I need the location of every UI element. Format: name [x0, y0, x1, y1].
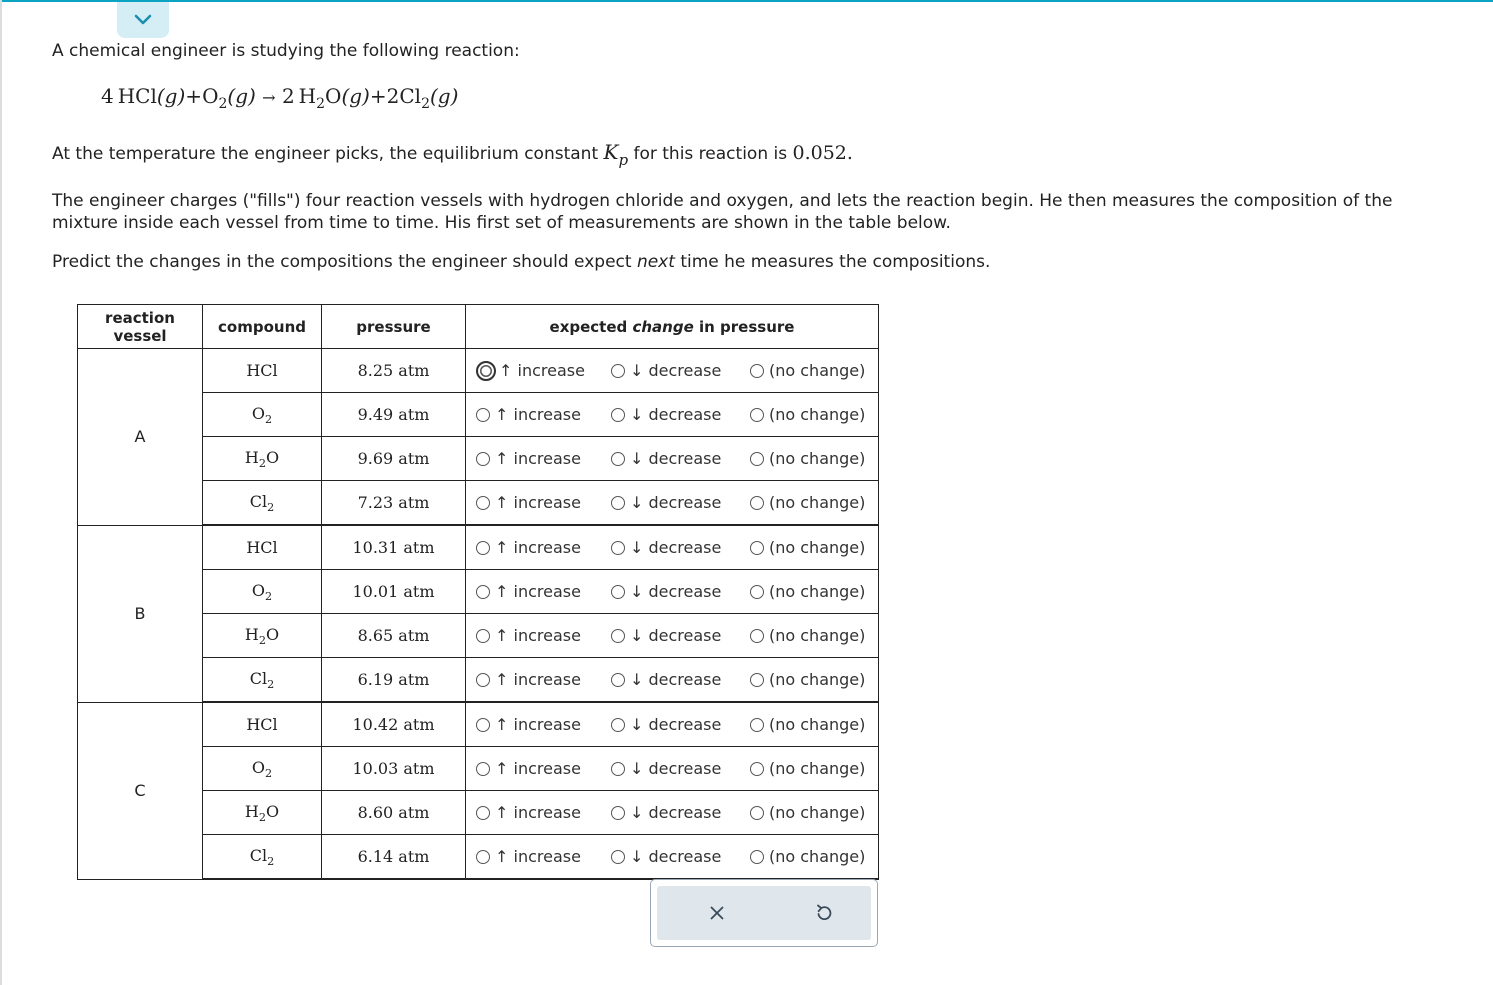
radio-button[interactable]	[611, 585, 625, 599]
radio-label: ↑ increase	[495, 582, 581, 601]
intro-text: A chemical engineer is studying the following reaction:	[52, 41, 520, 61]
radio-label: ↑ increase	[495, 759, 581, 778]
radio-option-increase[interactable]	[476, 703, 581, 747]
radio-button[interactable]	[750, 541, 764, 555]
radio-button[interactable]	[611, 850, 625, 864]
radio-button[interactable]	[476, 629, 490, 643]
undo-icon	[814, 903, 834, 923]
radio-option-decrease[interactable]	[611, 703, 721, 747]
radio-option-nochange[interactable]	[750, 614, 865, 658]
radio-label: ↓ decrease	[630, 715, 722, 734]
radio-button[interactable]	[476, 408, 490, 422]
charge-description: The engineer charges ("fills") four reaction vessels with hydrogen chloride and oxygen, and lets the reaction begin. He then measures the composition of the mixture inside each vessel from time to time. His first set of measurements are shown in the table below.	[52, 191, 1393, 233]
radio-button[interactable]	[476, 806, 490, 820]
radio-label: ↓ decrease	[630, 449, 722, 468]
pressure-value: 8.25 atm	[322, 349, 466, 393]
radio-label: (no change)	[769, 405, 866, 424]
compound-formula: $Cl_2$	[203, 835, 322, 880]
pressure-value: 7.23 atm	[322, 481, 466, 526]
change-options	[466, 525, 879, 570]
action-bar	[657, 886, 871, 940]
collapse-tab[interactable]	[117, 2, 169, 38]
vessel-label: A	[78, 349, 203, 526]
radio-label: ↓ decrease	[630, 759, 722, 778]
radio-label: ↓ decrease	[630, 582, 722, 601]
radio-option-nochange[interactable]	[750, 570, 865, 614]
top-accent-line	[0, 0, 1493, 2]
radio-button[interactable]	[611, 496, 625, 510]
radio-button[interactable]	[750, 408, 764, 422]
radio-option-nochange[interactable]	[750, 526, 865, 570]
radio-label: ↓ decrease	[630, 803, 722, 822]
radio-button[interactable]	[611, 629, 625, 643]
pressure-value: 6.14 atm	[322, 835, 466, 880]
close-icon	[709, 905, 725, 921]
radio-label: ↑ increase	[495, 538, 581, 557]
reaction-arrow: →	[262, 88, 276, 107]
change-options	[466, 702, 879, 747]
pressure-value: 9.69 atm	[322, 437, 466, 481]
radio-option-nochange[interactable]	[750, 835, 865, 879]
radio-button[interactable]	[611, 452, 625, 466]
table-header-row	[78, 305, 879, 349]
radio-button[interactable]	[476, 762, 490, 776]
radio-option-nochange[interactable]	[750, 349, 865, 393]
radio-option-increase[interactable]	[476, 835, 581, 879]
radio-button[interactable]	[611, 364, 625, 378]
radio-button[interactable]	[750, 629, 764, 643]
radio-label: (no change)	[769, 715, 866, 734]
radio-button[interactable]	[476, 585, 490, 599]
radio-option-decrease[interactable]	[611, 481, 721, 525]
radio-button[interactable]	[750, 452, 764, 466]
compound-formula: HCl	[203, 702, 322, 747]
change-options	[466, 349, 879, 393]
radio-option-nochange[interactable]	[750, 658, 865, 702]
compound-formula: $Cl_2$	[203, 481, 322, 526]
change-options	[466, 747, 879, 791]
radio-button[interactable]	[611, 806, 625, 820]
radio-option-decrease[interactable]	[611, 393, 721, 437]
radio-option-decrease[interactable]	[611, 747, 721, 791]
table-row	[78, 702, 879, 747]
header-expected-change: expected change in pressure	[466, 305, 879, 349]
radio-option-decrease[interactable]	[611, 437, 721, 481]
change-options	[466, 658, 879, 703]
radio-button[interactable]	[611, 673, 625, 687]
radio-label: (no change)	[769, 582, 866, 601]
radio-option-nochange[interactable]	[750, 437, 865, 481]
radio-option-nochange[interactable]	[750, 481, 865, 525]
radio-label: ↑ increase	[499, 361, 585, 380]
radio-label: (no change)	[769, 449, 866, 468]
radio-option-increase[interactable]	[476, 437, 581, 481]
radio-option-decrease[interactable]	[611, 835, 721, 879]
pressure-value: 10.03 atm	[322, 747, 466, 791]
reset-button[interactable]	[794, 886, 854, 940]
radio-option-decrease[interactable]	[611, 526, 721, 570]
radio-button[interactable]	[476, 452, 490, 466]
clear-button[interactable]	[687, 886, 747, 940]
radio-option-increase[interactable]	[476, 614, 581, 658]
radio-option-decrease[interactable]	[611, 349, 721, 393]
radio-label: (no change)	[769, 803, 866, 822]
kp-statement: At the temperature the engineer picks, the equilibrium constant $K_p$ for this reaction is 0.052.	[52, 140, 853, 169]
radio-label: (no change)	[769, 670, 866, 689]
radio-button[interactable]	[476, 718, 490, 732]
radio-label: ↓ decrease	[630, 538, 722, 557]
radio-label: (no change)	[769, 626, 866, 645]
radio-option-increase[interactable]	[476, 526, 581, 570]
radio-button[interactable]	[750, 762, 764, 776]
compound-formula: $H_2O$	[203, 614, 322, 658]
vessel-label: B	[78, 525, 203, 702]
radio-label: (no change)	[769, 361, 866, 380]
pressure-value: 10.42 atm	[322, 702, 466, 747]
change-options	[466, 835, 879, 880]
radio-label: ↑ increase	[495, 626, 581, 645]
radio-button[interactable]	[750, 364, 764, 378]
radio-button[interactable]	[476, 496, 490, 510]
change-options	[466, 481, 879, 526]
radio-button[interactable]	[611, 541, 625, 555]
radio-label: (no change)	[769, 538, 866, 557]
compound-formula: $H_2O$	[203, 791, 322, 835]
change-options	[466, 437, 879, 481]
header-pressure: pressure	[322, 305, 466, 349]
radio-label: ↑ increase	[495, 405, 581, 424]
compound-formula: $O_2$	[203, 747, 322, 791]
table-row	[78, 349, 879, 393]
compound-formula: $Cl_2$	[203, 658, 322, 703]
left-border	[0, 0, 2, 985]
compound-formula: HCl	[203, 525, 322, 570]
radio-label: ↓ decrease	[630, 847, 722, 866]
radio-button[interactable]	[476, 673, 490, 687]
radio-button[interactable]	[750, 673, 764, 687]
pressure-value: 8.65 atm	[322, 614, 466, 658]
radio-option-increase[interactable]	[476, 791, 581, 835]
radio-button[interactable]	[476, 361, 496, 381]
radio-option-decrease[interactable]	[611, 658, 721, 702]
compound-formula: HCl	[203, 349, 322, 393]
radio-label: ↓ decrease	[630, 405, 722, 424]
radio-label: ↓ decrease	[630, 361, 722, 380]
table-row	[78, 525, 879, 570]
predict-instruction: Predict the changes in the compositions the engineer should expect next time he measures the compositions.	[52, 252, 991, 272]
kp-value: 0.052.	[792, 142, 853, 164]
radio-option-increase[interactable]	[476, 658, 581, 702]
radio-label: ↓ decrease	[630, 626, 722, 645]
radio-option-decrease[interactable]	[611, 791, 721, 835]
change-options	[466, 791, 879, 835]
radio-button[interactable]	[750, 718, 764, 732]
pressure-value: 10.01 atm	[322, 570, 466, 614]
change-options	[466, 393, 879, 437]
radio-label: ↑ increase	[495, 449, 581, 468]
radio-label: (no change)	[769, 759, 866, 778]
radio-button[interactable]	[611, 762, 625, 776]
pressure-value: 10.31 atm	[322, 525, 466, 570]
radio-button[interactable]	[750, 496, 764, 510]
radio-option-increase[interactable]	[476, 349, 585, 393]
radio-button[interactable]	[750, 850, 764, 864]
vessel-label: C	[78, 702, 203, 879]
radio-option-nochange[interactable]	[750, 791, 865, 835]
radio-option-nochange[interactable]	[750, 703, 865, 747]
measurement-table	[77, 304, 879, 880]
change-options	[466, 570, 879, 614]
radio-label: (no change)	[769, 493, 866, 512]
radio-option-increase[interactable]	[476, 393, 581, 437]
kp-symbol: K	[603, 140, 619, 164]
pressure-value: 6.19 atm	[322, 658, 466, 703]
radio-option-increase[interactable]	[476, 570, 581, 614]
answer-actions	[650, 879, 878, 947]
compound-formula: $H_2O$	[203, 437, 322, 481]
radio-option-increase[interactable]	[476, 747, 581, 791]
compound-formula: $O_2$	[203, 570, 322, 614]
chevron-down-icon	[133, 13, 153, 27]
radio-label: ↑ increase	[495, 847, 581, 866]
compound-formula: $O_2$	[203, 393, 322, 437]
radio-option-nochange[interactable]	[750, 393, 865, 437]
radio-option-nochange[interactable]	[750, 747, 865, 791]
radio-label: (no change)	[769, 847, 866, 866]
change-options	[466, 614, 879, 658]
radio-button[interactable]	[476, 541, 490, 555]
pressure-value: 9.49 atm	[322, 393, 466, 437]
radio-button[interactable]	[611, 408, 625, 422]
radio-button[interactable]	[750, 806, 764, 820]
radio-label: ↑ increase	[495, 803, 581, 822]
radio-label: ↑ increase	[495, 715, 581, 734]
radio-button[interactable]	[476, 850, 490, 864]
radio-button[interactable]	[750, 585, 764, 599]
radio-option-decrease[interactable]	[611, 570, 721, 614]
radio-option-decrease[interactable]	[611, 614, 721, 658]
radio-option-increase[interactable]	[476, 481, 581, 525]
pressure-value: 8.60 atm	[322, 791, 466, 835]
radio-label: ↓ decrease	[630, 493, 722, 512]
header-reaction-vessel: reaction vessel	[78, 305, 203, 349]
radio-label: ↓ decrease	[630, 670, 722, 689]
reaction-equation: 4 $HCl(g)+O_2(g) \to 2$ $H_2O(g)+2Cl_2(g)$	[101, 84, 459, 112]
radio-label: ↑ increase	[495, 493, 581, 512]
radio-label: ↑ increase	[495, 670, 581, 689]
radio-button[interactable]	[611, 718, 625, 732]
header-compound: compound	[203, 305, 322, 349]
